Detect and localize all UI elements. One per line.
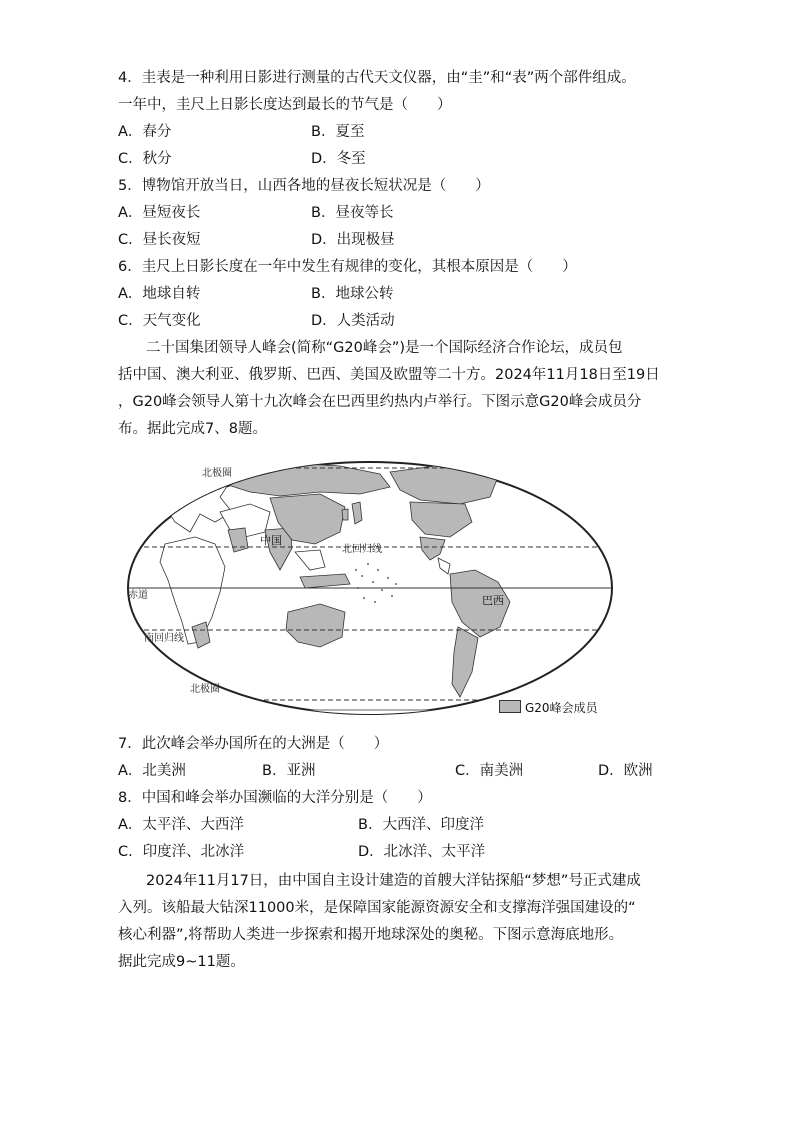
label-tropic-of-capricorn: 南回归线 [144,633,184,644]
q4-stem-line1: 4．圭表是一种利用日影进行测量的古代天文仪器，由“圭”和“表”两个部件组成。 [118,70,636,86]
q4-option-b: B．夏至 [311,124,365,140]
q4-option-a: A．春分 [118,124,172,140]
q8-option-b: B．大西洋、印度洋 [358,817,484,833]
g20-passage-line2: 括中国、澳大利亚、俄罗斯、巴西、美国及欧盟等二十方。2024年11月18日至19日 [118,367,660,383]
world-map-svg [120,452,620,724]
q5-option-b: B．昼夜等长 [311,205,394,221]
ship-passage-line1: 2024年11月17日，由中国自主设计建造的首艘大洋钻探船“梦想”号正式建成 [146,873,641,889]
q5-option-d: D．出现极昼 [311,232,395,248]
greenland-landmass [515,458,550,484]
q8-option-a: A．太平洋、大西洋 [118,817,244,833]
q8-option-c: C．印度洋、北冰洋 [118,844,245,860]
g20-passage-line3: ，G20峰会领导人第十九次峰会在巴西里约热内卢举行。下图示意G20峰会成员分 [118,394,642,410]
q8-stem: 8．中国和峰会举办国濒临的大洋分别是（ ） [118,790,432,806]
q5-option-a: A．昼短夜长 [118,205,201,221]
q5-option-c: C．昼长夜短 [118,232,201,248]
q6-option-d: D．人类活动 [311,313,395,329]
label-equator: 赤道 [128,590,148,601]
q4-option-d: D．冬至 [311,151,366,167]
label-antarctic-circle: 北极圈 [190,684,220,695]
label-brazil: 巴西 [482,594,504,607]
g20-passage-line4: 布。据此完成7、8题。 [118,421,267,437]
label-arctic-circle: 北极圈 [202,468,232,479]
ship-passage-line2: 入列。该船最大钻深11000米，是保障国家能源资源安全和支撑海洋强国建设的“ [118,900,636,916]
q7-stem: 7．此次峰会举办国所在的大洲是（ ） [118,736,389,752]
label-tropic-of-cancer: 北回归线 [342,544,382,555]
q6-option-a: A．地球自转 [118,286,201,302]
q4-option-c: C．秋分 [118,151,172,167]
legend-swatch [499,700,521,713]
legend-label: G20峰会成员 [525,701,598,715]
q4-stem-line2: 一年中，圭尺上日影长度达到最长的节气是（ ） [118,97,452,113]
korea-member [342,509,348,520]
g20-passage-line1: 二十国集团领导人峰会(简称“G20峰会”)是一个国际经济合作论坛，成员包 [146,340,623,356]
q7-option-c: C．南美洲 [455,763,524,779]
g20-world-map [120,452,620,724]
label-china: 中国 [260,534,282,547]
q8-option-d: D．北冰洋、太平洋 [358,844,486,860]
q6-option-c: C．天气变化 [118,313,201,329]
q5-stem: 5．博物馆开放当日，山西各地的昼夜长短状况是（ ） [118,178,490,194]
q7-option-b: B．亚洲 [262,763,316,779]
ship-passage-line3: 核心利器”,将帮助人类进一步探索和揭开地球深处的奥秘。下图示意海底地形。 [118,927,624,943]
q6-option-b: B．地球公转 [311,286,394,302]
q6-stem: 6．圭尺上日影长度在一年中发生有规律的变化，其根本原因是（ ） [118,259,577,275]
ship-passage-line4: 据此完成9~11题。 [118,954,245,970]
q7-option-a: A．北美洲 [118,763,186,779]
map-legend [499,700,598,715]
q7-option-d: D．欧洲 [598,763,653,779]
